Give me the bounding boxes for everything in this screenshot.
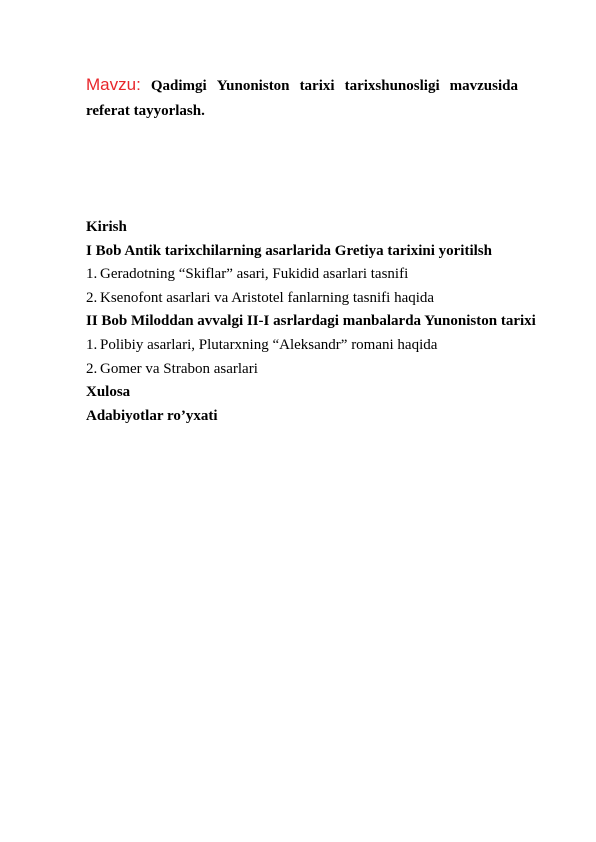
toc-item-number: 2. (86, 360, 98, 377)
toc-item (86, 334, 576, 358)
topic-word: tarixi (299, 78, 335, 94)
toc-item-text: Ksenofont asarlari va Aristotel fanlarning tasnifi haqida (100, 289, 435, 306)
toc-item-text: Polibiy asarlari, Plutarxning “Aleksandr” romani haqida (100, 336, 438, 353)
toc-item-text: Geradotning “Skiflar” asari, Fukidid asarlari tasnifi (100, 266, 409, 283)
topic-line-1 (86, 72, 518, 99)
toc-chapter-2-title: II Bob Miloddan avvalgi II-I asrlardagi manbalarda Yunoniston tarixi (86, 313, 536, 330)
toc-item-number: 1. (86, 266, 98, 283)
toc-item-text: Gomer va Strabon asarlari (100, 360, 258, 377)
topic-label: Mavzu: (86, 75, 141, 94)
topic-word: tarixshunosligi (344, 78, 440, 94)
toc-item (86, 287, 576, 311)
toc-item (86, 358, 576, 382)
table-of-contents (86, 216, 576, 428)
toc-item (86, 263, 576, 287)
topic-line-2: referat tayyorlash. (86, 103, 205, 119)
topic-heading (86, 72, 518, 124)
toc-item-number: 1. (86, 336, 98, 353)
toc-references: Adabiyotlar ro’yxati (86, 407, 218, 424)
topic-word: mavzusida (449, 78, 518, 94)
topic-word: Yunoniston (216, 78, 290, 94)
toc-chapter-1-title: I Bob Antik tarixchilarning asarlarida Gretiya tarixini yoritilsh (86, 242, 492, 259)
toc-conclusion: Xulosa (86, 384, 131, 401)
topic-word: Qadimgi (150, 78, 207, 94)
toc-intro: Kirish (86, 219, 127, 235)
toc-item-number: 2. (86, 289, 98, 306)
